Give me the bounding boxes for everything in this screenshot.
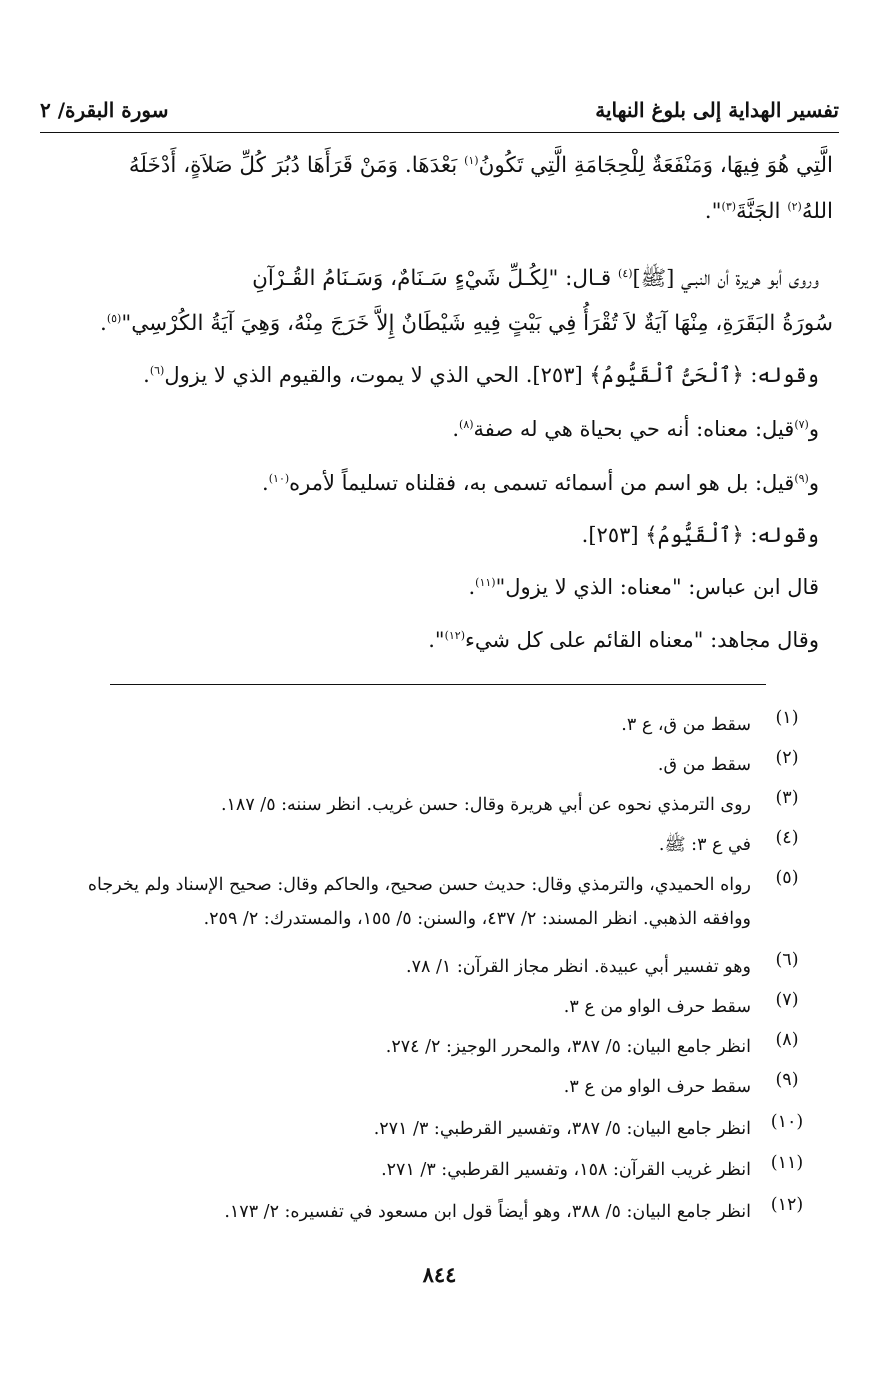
- footnote-text: وهو تفسير أبي عبيدة. انظر مجاز القرآن: ١/ ٧٨.: [406, 957, 751, 977]
- footnote-text: سقط من ق، ع ٣.: [621, 715, 751, 735]
- footnote-text: انظر جامع البيان: ٥/ ٣٨٧، والمحرر الوجيز: ٢/ ٢٧٤.: [385, 1037, 751, 1057]
- footnote-number: (٣): [775, 788, 799, 808]
- footnote-ref[interactable]: (٩): [794, 472, 809, 485]
- footnote-ref[interactable]: (٧): [794, 418, 809, 431]
- footnote-item: [40, 990, 809, 1024]
- footnote-number: (١٢): [770, 1195, 804, 1215]
- body-line-6: و$^{(٧)}$قيل: معناه: أنه حي بحياة هي له صفة$^{(٨)}$.: [452, 417, 819, 441]
- footnote-text: سقط حرف الواو من ع ٣.: [563, 997, 751, 1017]
- footnote-text: في ع ٣: ﷺ.: [658, 835, 751, 855]
- footnote-ref[interactable]: (١١): [475, 576, 496, 589]
- footnote-number: (١): [775, 708, 799, 728]
- footnote-number: (٨): [775, 1030, 799, 1050]
- footnote-item: [40, 1030, 809, 1064]
- footnote-number: (١٠): [770, 1112, 804, 1132]
- footnote-item: [40, 748, 809, 782]
- body-line-3: وروى أبو هريرة أن النبـي [ﷺ]$^{(٤)}$ قـال: "لِكُـلِّ شَيْءٍ سَـنَامٌ، وَسَـنَامُ القُـرْآنِ: [252, 266, 819, 291]
- footnote-item: [40, 1153, 809, 1187]
- footnote-ref[interactable]: (٢): [787, 199, 802, 213]
- body-line-4: سُورَةُ البَقَرَةِ، مِنْهَا آيَةٌ لاَ تُقْرَأُ فِي بَيْتٍ فِيهِ شَيْطَانٌ إِلاَّ خَرَجَ مِنْهُ، وَهِيَ آيَةُ الكُرْسِي"$^{(٥)}$.: [99, 311, 833, 336]
- footnote-item: [40, 1070, 809, 1104]
- footnote-text: سقط من ق.: [657, 755, 751, 775]
- surah-label: سورة البقرة/ ٢: [40, 98, 169, 122]
- footnote-ref[interactable]: (٤): [618, 267, 633, 280]
- footnote-ref[interactable]: (١٠): [268, 472, 290, 485]
- page-number: ٨٤٤: [422, 1262, 457, 1287]
- footnote-item: [40, 1112, 809, 1146]
- footnote-separator: [110, 684, 766, 685]
- footnote-ref[interactable]: (١): [464, 153, 479, 167]
- running-header: [40, 92, 839, 133]
- footnote-ref[interactable]: (١٢): [444, 629, 466, 642]
- footnote-text: انظر جامع البيان: ٥/ ٣٨٨، وهو أيضاً قول ابن مسعود في تفسيره: ٢/ ١٧٣.: [224, 1202, 751, 1222]
- body-line-1: الَّتِي هُوَ فِيهَا، وَمَنْفَعَةٌ لِلْحِجَامَةِ الَّتِي تَكُونُ$^{(١)}$ بَعْدَهَا. وَمَنْ قَرَأَهَا دُبُرَ كُلِّ صَلاَةٍ، أَدْخَلَهُ: [128, 153, 833, 178]
- footnote-item: [40, 950, 809, 984]
- body-line-7: و$^{(٩)}$قيل: بل هو اسم من أسمائه تسمى به، فقلناه تسليماً لأمره$^{(١٠)}$.: [262, 471, 819, 495]
- footnote-text: روى الترمذي نحوه عن أبي هريرة وقال: حسن غريب. انظر سننه: ٥/ ١٨٧.: [220, 795, 751, 815]
- salawat-glyph: ﷺ: [640, 266, 667, 290]
- body-line-9: قال ابن عباس: "معناه: الذي لا يزول"$^{(١١)}$.: [468, 575, 819, 599]
- footnote-ref[interactable]: (٨): [459, 418, 474, 431]
- footnote-text: انظر جامع البيان: ٥/ ٣٨٧، وتفسير القرطبي: ٣/ ٢٧١.: [373, 1119, 751, 1139]
- footnote-item: [40, 868, 809, 936]
- footnote-item: [40, 1195, 809, 1229]
- footnote-ref[interactable]: (٥): [106, 311, 122, 325]
- footnote-number: (٧): [775, 990, 799, 1010]
- footnote-text: سقط حرف الواو من ع ٣.: [563, 1077, 751, 1097]
- quran-phrase: ٱلْحَىُّ ٱلْقَيُّومُ: [601, 363, 732, 387]
- footnote-item: [40, 788, 809, 822]
- footnote-number: (٤): [775, 828, 799, 848]
- footnote-text: رواه الحميدي، والترمذي وقال: حديث حسن صحيح، والحاكم وقال: صحيح الإسناد ولم يخرجاه ووافقه الذهبي. انظر المسند: ٢/ ٤٣٧، والسنن: ٥/ ١٥٥، والمستدرك: ٢/ ٢٥٩.: [87, 875, 751, 929]
- quran-phrase: ٱلْقَيُّومُ: [657, 523, 732, 547]
- footnote-number: (١١): [770, 1153, 804, 1173]
- footnote-number: (٥): [775, 868, 799, 888]
- body-line-5: وقوله: ﴿ٱلْحَىُّ ٱلْقَيُّومُ﴾ [٢٥٣]. الحي الذي لا يموت، والقيوم الذي لا يزول$^{(٦)}$.: [143, 363, 819, 387]
- footnote-text: انظر غريب القرآن: ١٥٨، وتفسير القرطبي: ٣/ ٢٧١.: [381, 1160, 751, 1180]
- footnote-number: (٢): [775, 748, 799, 768]
- footnote-ref[interactable]: (٣): [721, 199, 737, 213]
- body-line-8: وقوله: ﴿ٱلْقَيُّومُ﴾ [٢٥٣].: [581, 523, 819, 547]
- footnote-item: [40, 828, 809, 862]
- footnote-number: (٦): [775, 950, 799, 970]
- footnote-ref[interactable]: (٦): [149, 364, 165, 377]
- book-title: تفسير الهداية إلى بلوغ النهاية: [595, 98, 839, 122]
- footnote-item: [40, 708, 809, 742]
- body-line-2: اللهُ$^{(٢)}$ الجَنَّةَ$^{(٣)}$".: [704, 199, 833, 224]
- body-line-10: وقال مجاهد: "معناه القائم على كل شيء$^{(١٢)}$".: [428, 628, 819, 652]
- footnote-number: (٩): [775, 1070, 799, 1090]
